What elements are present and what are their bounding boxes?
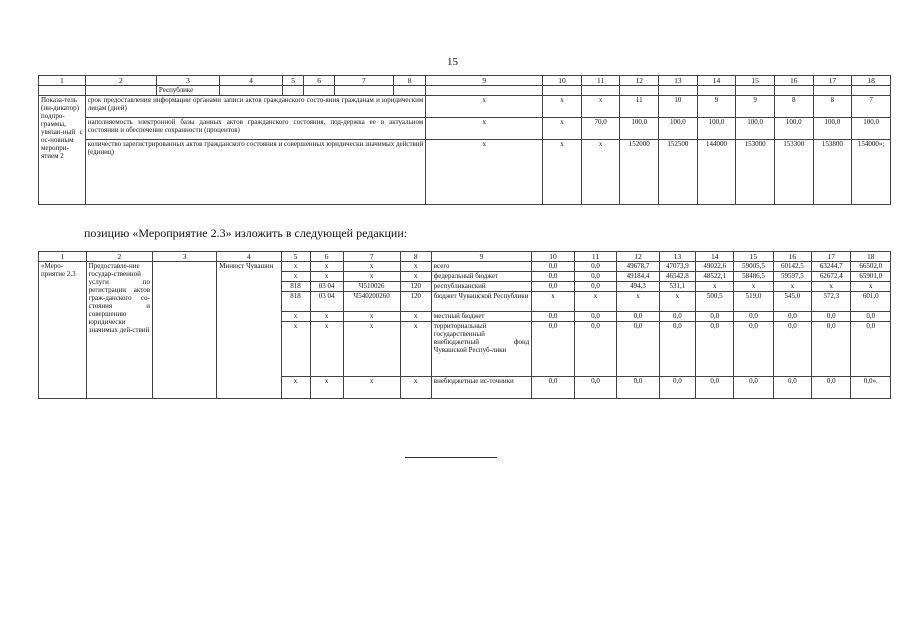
table-cell: 153300 bbox=[774, 140, 813, 205]
table-cell: x bbox=[400, 312, 431, 322]
funding-source: всего bbox=[431, 262, 532, 272]
column-number: 5 bbox=[281, 252, 310, 262]
table-cell: 59597,5 bbox=[773, 272, 811, 282]
table-cell: 0,0 bbox=[659, 377, 695, 399]
column-number: 8 bbox=[400, 252, 431, 262]
column-number: 12 bbox=[620, 76, 659, 86]
table-cell: x bbox=[343, 262, 400, 272]
table-cell: 11 bbox=[620, 96, 659, 118]
table-cell: 818 bbox=[281, 292, 310, 312]
column-number: 7 bbox=[343, 252, 400, 262]
column-number: 18 bbox=[851, 252, 891, 262]
table-cell: x bbox=[281, 377, 310, 399]
table-cell: 03 04 bbox=[310, 292, 343, 312]
table-cell: x bbox=[400, 322, 431, 377]
column-number: 9 bbox=[426, 76, 543, 86]
table-cell: 03 04 bbox=[310, 282, 343, 292]
column-number: 10 bbox=[543, 76, 582, 86]
column-number: 6 bbox=[310, 252, 343, 262]
column-number: 16 bbox=[773, 252, 811, 262]
table-cell: x bbox=[617, 292, 659, 312]
table-cell: 153000 bbox=[736, 140, 775, 205]
table-cell: 519,0 bbox=[734, 292, 773, 312]
table-cell: 494,3 bbox=[617, 282, 659, 292]
table-cell: x bbox=[281, 262, 310, 272]
table-cell: Ч510026 bbox=[343, 282, 400, 292]
table-cell: 100,0 bbox=[852, 118, 891, 140]
table-cell: 0,0 bbox=[617, 322, 659, 377]
table-cell: 153800 bbox=[813, 140, 852, 205]
column-number: 15 bbox=[734, 252, 773, 262]
table-cell: 0,0 bbox=[532, 377, 574, 399]
table-cell: 49184,4 bbox=[617, 272, 659, 282]
page-number: 15 bbox=[447, 56, 458, 68]
column-number: 13 bbox=[659, 76, 698, 86]
table-cell: x bbox=[310, 272, 343, 282]
funding-source: федеральный бюджет bbox=[431, 272, 532, 282]
table-cell: 0,0». bbox=[851, 377, 891, 399]
table-cell: x bbox=[310, 262, 343, 272]
table-cell: 60142,5 bbox=[773, 262, 811, 272]
table-cell: 8 bbox=[813, 96, 852, 118]
column-number: 1 bbox=[39, 76, 86, 86]
table-cell: 0,0 bbox=[734, 377, 773, 399]
table-cell: Ч540200260 bbox=[343, 292, 400, 312]
table-cell bbox=[153, 262, 217, 399]
activity-description: Предоставле-ние государ-ственной услуги по регистрации актов граж-данского со-стояния и совершению юридически значимых дей-ствий bbox=[86, 262, 152, 399]
funding-source: бюджет Чувашской Республики bbox=[431, 292, 532, 312]
table-cell: 100,0 bbox=[620, 118, 659, 140]
table-cell: 65901,0 bbox=[851, 272, 891, 282]
table-cell: 545,0 bbox=[773, 292, 811, 312]
table-cell: 0,0 bbox=[574, 377, 616, 399]
column-number: 11 bbox=[581, 76, 620, 86]
table-cell: x bbox=[400, 272, 431, 282]
end-divider bbox=[405, 457, 497, 458]
column-number: 2 bbox=[86, 252, 152, 262]
table-cell: x bbox=[532, 292, 574, 312]
table-cell: 100,0 bbox=[774, 118, 813, 140]
column-number: 11 bbox=[574, 252, 616, 262]
table-cell: 0,0 bbox=[696, 377, 734, 399]
column-number: 14 bbox=[697, 76, 736, 86]
table-cell: Республике bbox=[156, 86, 219, 96]
table-cell: 0,0 bbox=[851, 312, 891, 322]
table-cell: 0,0 bbox=[532, 322, 574, 377]
table-cell: x bbox=[343, 322, 400, 377]
table-row bbox=[39, 96, 891, 118]
table-cell: x bbox=[696, 282, 734, 292]
table-cell: x bbox=[581, 140, 620, 205]
table-cell: 10 bbox=[659, 96, 698, 118]
column-number: 8 bbox=[393, 76, 426, 86]
table-cell: 0,0 bbox=[734, 322, 773, 377]
table-cell: 144000 bbox=[697, 140, 736, 205]
indicator-text: срок предоставления информации органами записи актов гражданского состо-яния гражданам и юридическим лицам (дней) bbox=[85, 96, 426, 118]
table-cell: 0,0 bbox=[696, 322, 734, 377]
table-row bbox=[39, 86, 891, 96]
activity-number: «Меро-приятие 2.3 bbox=[39, 262, 87, 399]
table-cell: x bbox=[281, 312, 310, 322]
column-number: 18 bbox=[852, 76, 891, 86]
activity-table bbox=[38, 251, 891, 399]
table-cell: 0,0 bbox=[734, 312, 773, 322]
table-cell: 0,0 bbox=[574, 322, 616, 377]
table-cell: x bbox=[310, 322, 343, 377]
table-cell: 152000 bbox=[620, 140, 659, 205]
table-cell: x bbox=[734, 282, 773, 292]
table-cell: 0,0 bbox=[574, 262, 616, 272]
table-cell: x bbox=[773, 282, 811, 292]
table-cell: 48522,1 bbox=[696, 272, 734, 282]
table-row bbox=[39, 140, 891, 205]
table-cell: x bbox=[343, 312, 400, 322]
executor: Минюст Чувашии bbox=[217, 262, 281, 399]
table-cell: 818 bbox=[281, 282, 310, 292]
column-number: 5 bbox=[282, 76, 303, 86]
column-number: 16 bbox=[774, 76, 813, 86]
table-cell: 0,0 bbox=[617, 312, 659, 322]
column-number: 10 bbox=[532, 252, 574, 262]
indicators-table bbox=[38, 75, 891, 205]
table-cell: 47073,9 bbox=[659, 262, 695, 272]
table-cell: 100,0 bbox=[697, 118, 736, 140]
table-cell: x bbox=[310, 377, 343, 399]
table-cell: x bbox=[400, 377, 431, 399]
column-number: 1 bbox=[39, 252, 87, 262]
table-cell: 58486,5 bbox=[734, 272, 773, 282]
column-number: 9 bbox=[431, 252, 532, 262]
table-cell: 120 bbox=[400, 282, 431, 292]
table-cell: 7 bbox=[852, 96, 891, 118]
table-cell: 0,0 bbox=[532, 312, 574, 322]
table-cell: 0,0 bbox=[773, 377, 811, 399]
table-cell: 66502,0 bbox=[851, 262, 891, 272]
table-cell: 0,0 bbox=[773, 312, 811, 322]
table-cell: x bbox=[581, 96, 620, 118]
table-cell: x bbox=[426, 140, 543, 205]
column-number: 2 bbox=[85, 76, 156, 86]
table-cell: 0,0 bbox=[574, 282, 616, 292]
table-cell: x bbox=[343, 377, 400, 399]
table-cell: 0,0 bbox=[773, 322, 811, 377]
table-cell: 154000»; bbox=[852, 140, 891, 205]
column-number: 17 bbox=[812, 252, 851, 262]
column-number: 14 bbox=[696, 252, 734, 262]
funding-source: территориальный государственный внебюджетный фонд Чувашской Респуб-лики bbox=[431, 322, 532, 377]
table-cell: x bbox=[343, 272, 400, 282]
table-cell: x bbox=[400, 262, 431, 272]
table-cell: 9 bbox=[736, 96, 775, 118]
column-number: 3 bbox=[156, 76, 219, 86]
table-cell: 0,0 bbox=[574, 272, 616, 282]
indicator-text: наполняемость электронной базы данных актов гражданского состояния, под-держка ее в актуальном состоянии и обеспечение сохранности (процентов) bbox=[85, 118, 426, 140]
table-cell: 8 bbox=[774, 96, 813, 118]
table-cell: x bbox=[426, 96, 543, 118]
table-cell: 572,3 bbox=[812, 292, 851, 312]
table-cell: 0,0 bbox=[851, 322, 891, 377]
table-cell: 152500 bbox=[659, 140, 698, 205]
table-cell: 500,5 bbox=[696, 292, 734, 312]
table-cell: x bbox=[812, 282, 851, 292]
table-cell: 49678,7 bbox=[617, 262, 659, 272]
table-cell: 100,0 bbox=[736, 118, 775, 140]
table-cell: 120 bbox=[400, 292, 431, 312]
column-number: 7 bbox=[334, 76, 393, 86]
table-cell: 0,0 bbox=[812, 377, 851, 399]
funding-source: внебюджетные ис-точники bbox=[431, 377, 532, 399]
table-cell: 70,0 bbox=[581, 118, 620, 140]
funding-source: республиканский bbox=[431, 282, 532, 292]
table-cell: x bbox=[543, 96, 582, 118]
table-cell: 0,0 bbox=[659, 322, 695, 377]
funding-source: местный бюджет bbox=[431, 312, 532, 322]
column-number-row bbox=[39, 76, 891, 86]
column-number: 6 bbox=[304, 76, 335, 86]
table-cell: 0,0 bbox=[812, 322, 851, 377]
table-cell: 100,0 bbox=[659, 118, 698, 140]
table-row bbox=[39, 262, 891, 272]
table-cell: 62672,4 bbox=[812, 272, 851, 282]
table-cell: x bbox=[281, 322, 310, 377]
column-number: 12 bbox=[617, 252, 659, 262]
table-cell: 0,0 bbox=[659, 312, 695, 322]
table-cell: 9 bbox=[697, 96, 736, 118]
table-cell: x bbox=[543, 118, 582, 140]
table-cell: 531,1 bbox=[659, 282, 695, 292]
table-cell: x bbox=[574, 292, 616, 312]
table-cell: 49022,6 bbox=[696, 262, 734, 272]
column-number: 4 bbox=[217, 252, 281, 262]
table-cell: 63244,7 bbox=[812, 262, 851, 272]
table-cell: x bbox=[426, 118, 543, 140]
table-cell: 46542,8 bbox=[659, 272, 695, 282]
table-cell: x bbox=[851, 282, 891, 292]
table-cell: 0,0 bbox=[812, 312, 851, 322]
table-cell: 0,0 bbox=[532, 262, 574, 272]
table-cell: 59005,5 bbox=[734, 262, 773, 272]
column-number-row bbox=[39, 252, 891, 262]
table-cell: 100,0 bbox=[813, 118, 852, 140]
table-cell: 601,0 bbox=[851, 292, 891, 312]
table-row bbox=[39, 118, 891, 140]
column-number: 17 bbox=[813, 76, 852, 86]
column-number: 3 bbox=[153, 252, 217, 262]
table-cell: 0,0 bbox=[696, 312, 734, 322]
table-cell: x bbox=[543, 140, 582, 205]
column-number: 4 bbox=[219, 76, 282, 86]
indicator-text: количество зарегистрированных актов гражданского состояния и совершенных юридически значимых действий (единиц) bbox=[85, 140, 426, 205]
column-number: 15 bbox=[736, 76, 775, 86]
table-cell: x bbox=[310, 312, 343, 322]
table-cell: 0,0 bbox=[574, 312, 616, 322]
indicator-label: Показа-тель (ин-дикатор) подпро-граммы, увязан-ный с ос-новным меропри-ятием 2 bbox=[39, 96, 86, 205]
table-cell: 0,0 bbox=[617, 377, 659, 399]
column-number: 13 bbox=[659, 252, 695, 262]
table-cell: 0,0 bbox=[532, 282, 574, 292]
table-cell: x bbox=[281, 272, 310, 282]
amendment-sentence: позицию «Мероприятие 2.3» изложить в следующей редакции: bbox=[84, 226, 408, 240]
table-cell: 0,0 bbox=[532, 272, 574, 282]
table-cell: x bbox=[659, 292, 695, 312]
